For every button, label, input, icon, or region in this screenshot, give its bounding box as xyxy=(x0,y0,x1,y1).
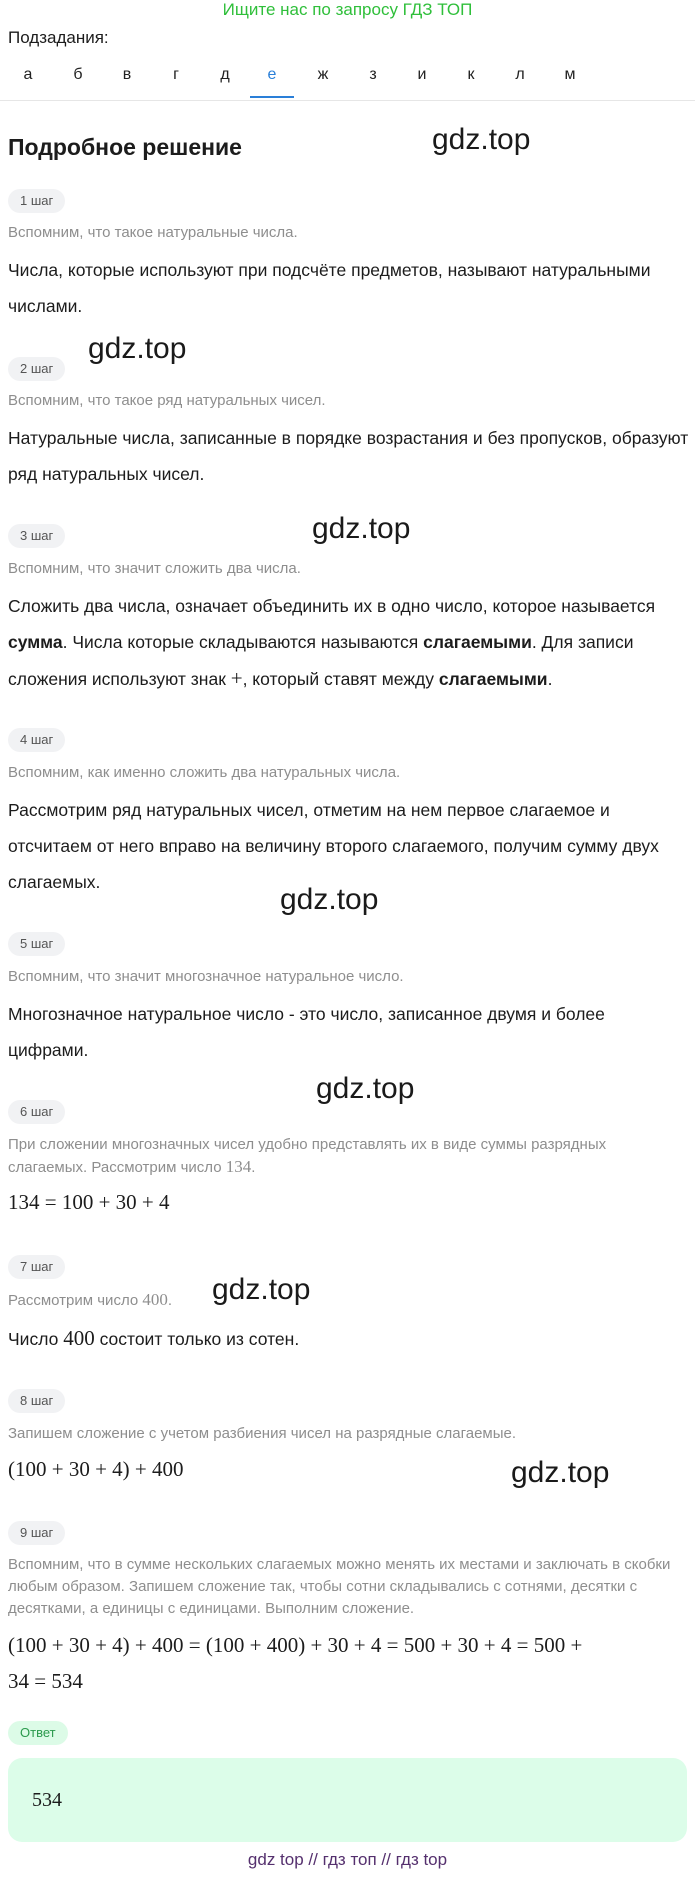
step-formula: (100 + 30 + 4) + 400 = (100 + 400) + 30 + 4 = 500 + 30 + 4 = 500 + xyxy=(8,1633,583,1657)
step-text: Сложить два числа, означает объединить их в одно число, которое называется сумма. Числа которые складываются называются слагаемыми. Для записи сложения используют знак +, который ставят между слагаемыми. xyxy=(8,596,656,690)
tab-v[interactable]: в xyxy=(122,66,132,83)
tab-b[interactable]: б xyxy=(73,66,83,83)
step-badge: 2 шаг xyxy=(8,357,65,381)
tab-m[interactable]: м xyxy=(564,66,576,83)
step-text: Многозначное натуральное число - это число, записанное двумя и более цифрами. xyxy=(8,1004,605,1060)
step-hint: Вспомним, что в сумме нескольких слагаемых можно менять их местами и заключать в скобки любым образом. Запишем сложение так, чтобы сотни складывались с сотнями, десятки с десятками, а единицы с единицами. Выполним сложение. xyxy=(8,1556,671,1617)
answer-value: 534 xyxy=(32,1789,62,1811)
step-formula: (100 + 30 + 4) + 400 xyxy=(8,1457,184,1481)
step-text: Числа, которые используют при подсчёте предметов, называют натуральными числами. xyxy=(8,260,651,316)
step-hint: Вспомним, что значит многозначное натуральное число. xyxy=(8,968,404,985)
tab-g[interactable]: г xyxy=(173,66,179,83)
answer-badge: Ответ xyxy=(8,1721,68,1745)
tab-k[interactable]: к xyxy=(467,66,475,83)
step-hint: Вспомним, что такое натуральные числа. xyxy=(8,224,298,241)
search-banner: Ищите нас по запросу ГДЗ ТОП xyxy=(222,0,473,19)
step-badge: 6 шаг xyxy=(8,1100,65,1124)
footer-links[interactable]: gdz top // гдз топ // гдз top xyxy=(247,1850,448,1869)
tab-l[interactable]: л xyxy=(515,66,525,83)
tab-d[interactable]: д xyxy=(220,66,230,83)
step-badge: 8 шаг xyxy=(8,1389,65,1413)
watermark: gdz.top xyxy=(432,123,531,156)
subtask-tabs xyxy=(0,66,695,101)
tab-i[interactable]: и xyxy=(417,66,427,83)
watermark: gdz.top xyxy=(312,512,411,545)
tab-zh[interactable]: ж xyxy=(317,66,329,83)
step-text: Число 400 состоит только из сотен. xyxy=(8,1326,300,1350)
step-badge: 5 шаг xyxy=(8,932,65,956)
tab-e[interactable]: е xyxy=(252,66,292,98)
step-hint: Вспомним, что значит сложить два числа. xyxy=(8,560,301,577)
step-formula: 34 = 534 xyxy=(8,1669,83,1693)
step-hint: Запишем сложение с учетом разбиения чисел на разрядные слагаемые. xyxy=(8,1425,517,1442)
watermark: gdz.top xyxy=(316,1072,415,1105)
step-hint: Вспомним, что такое ряд натуральных чисел. xyxy=(8,392,326,409)
step-badge: 7 шаг xyxy=(8,1255,65,1279)
subtasks-label: Подзадания: xyxy=(8,28,109,47)
step-badge: 1 шаг xyxy=(8,189,65,213)
tab-z[interactable]: з xyxy=(369,66,377,83)
step-text: Натуральные числа, записанные в порядке возрастания и без пропусков, образуют ряд натуральных чисел. xyxy=(8,428,689,484)
watermark: gdz.top xyxy=(88,332,187,365)
watermark: gdz.top xyxy=(280,883,379,916)
tab-a[interactable]: а xyxy=(23,66,33,83)
step-badge: 4 шаг xyxy=(8,728,65,752)
page-title: Подробное решение xyxy=(8,134,242,160)
step-hint: При сложении многозначных чисел удобно представлять их в виде суммы разрядных слагаемых. Рассмотрим число 134. xyxy=(8,1136,607,1176)
watermark: gdz.top xyxy=(212,1273,311,1306)
step-hint: Вспомним, как именно сложить два натуральных числа. xyxy=(8,764,401,781)
step-formula: 134 = 100 + 30 + 4 xyxy=(8,1190,170,1214)
step-badge: 9 шаг xyxy=(8,1521,65,1545)
step-text: Рассмотрим ряд натуральных чисел, отметим на нем первое слагаемое и отсчитаем от него вправо на величину второго слагаемого, получим сумму двух слагаемых. xyxy=(8,800,659,892)
step-hint: Рассмотрим число 400. xyxy=(8,1290,173,1309)
step-badge: 3 шаг xyxy=(8,524,65,548)
watermark: gdz.top xyxy=(511,1456,610,1489)
answer-box xyxy=(8,1758,687,1842)
